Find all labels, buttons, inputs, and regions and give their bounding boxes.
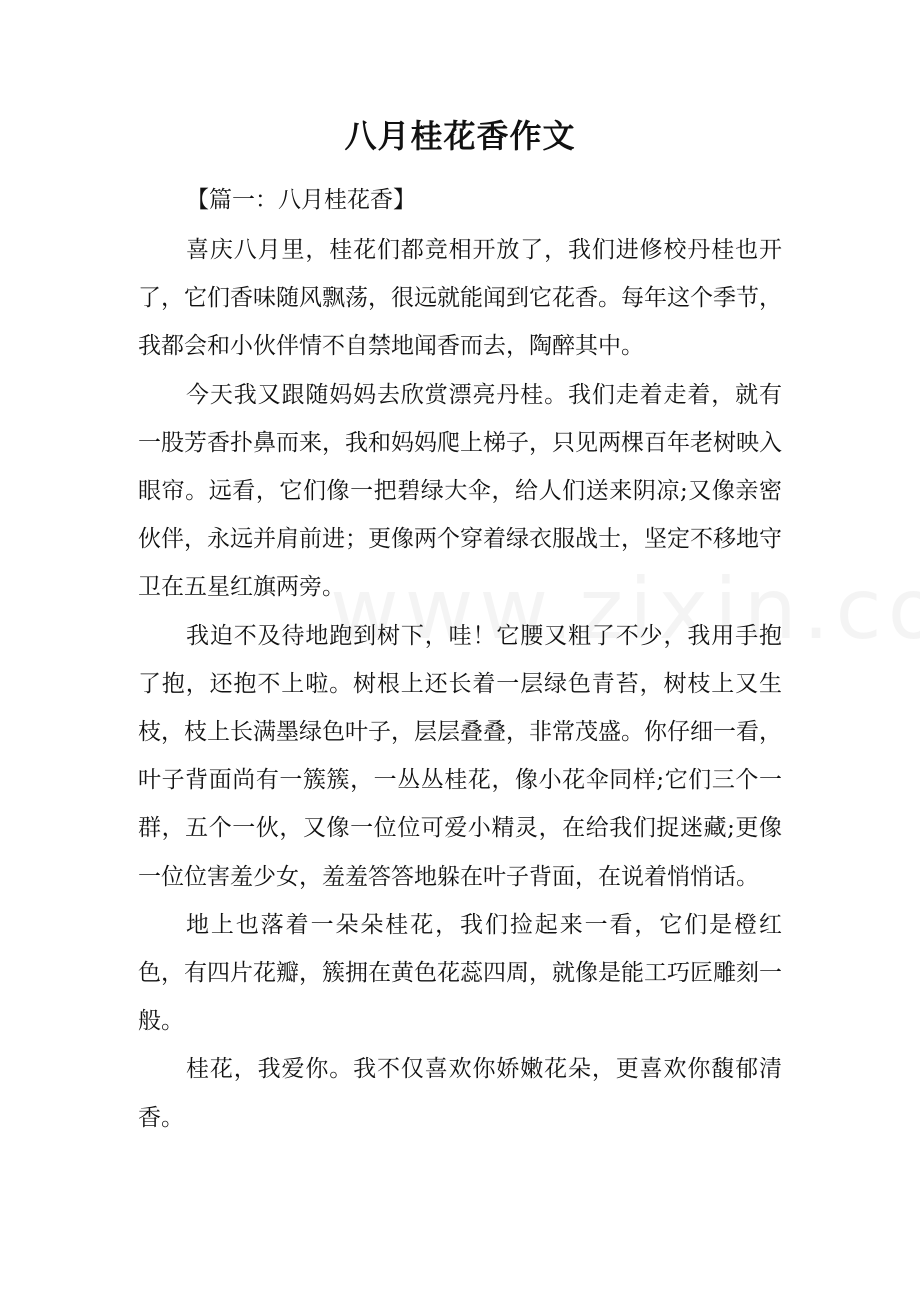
section-heading: 【篇一：八月桂花香】 [186, 187, 416, 213]
document-title: 八月桂花香作文 [344, 117, 576, 155]
paragraph: 桂花，我爱你。我不仅喜欢你娇嫩花朵，更喜欢你馥郁清香。 [138, 1056, 782, 1131]
paragraph: 地上也落着一朵朵桂花，我们捡起来一看，它们是橙红色，有四片花瓣，簇拥在黄色花蕊四周，就像是能工巧匠雕刻一般。 [138, 911, 782, 1035]
paragraph: 今天我又跟随妈妈去欣赏漂亮丹桂。我们走着走着，就有一股芳香扑鼻而来，我和妈妈爬上梯子，只见两棵百年老树映入眼帘。远看，它们像一把碧绿大伞，给人们送来阴凉;又像亲密伙伴，永远并肩前进；更像两个穿着绿衣服战士，坚定不移地守卫在五星红旗两旁。 [138, 381, 782, 601]
paragraph: 我迫不及待地跑到树下，哇！它腰又粗了不少，我用手抱了抱，还抱不上啦。树根上还长着一层绿色青苔，树枝上又生枝，枝上长满墨绿色叶子，层层叠叠，非常茂盛。你仔细一看，叶子背面尚有一簇簇，一丛丛桂花，像小花伞同样;它们三个一群，五个一伙，又像一位位可爱小精灵，在给我们捉迷藏;更像一位位害羞少女，羞羞答答地躲在叶子背面，在说着悄悄话。 [138, 622, 782, 890]
essay-body [138, 226, 782, 1142]
paragraph: 喜庆八月里，桂花们都竞相开放了，我们进修校丹桂也开了，它们香味随风飘荡，很远就能闻到它花香。每年这个季节，我都会和小伙伴情不自禁地闻香而去，陶醉其中。 [138, 237, 782, 360]
